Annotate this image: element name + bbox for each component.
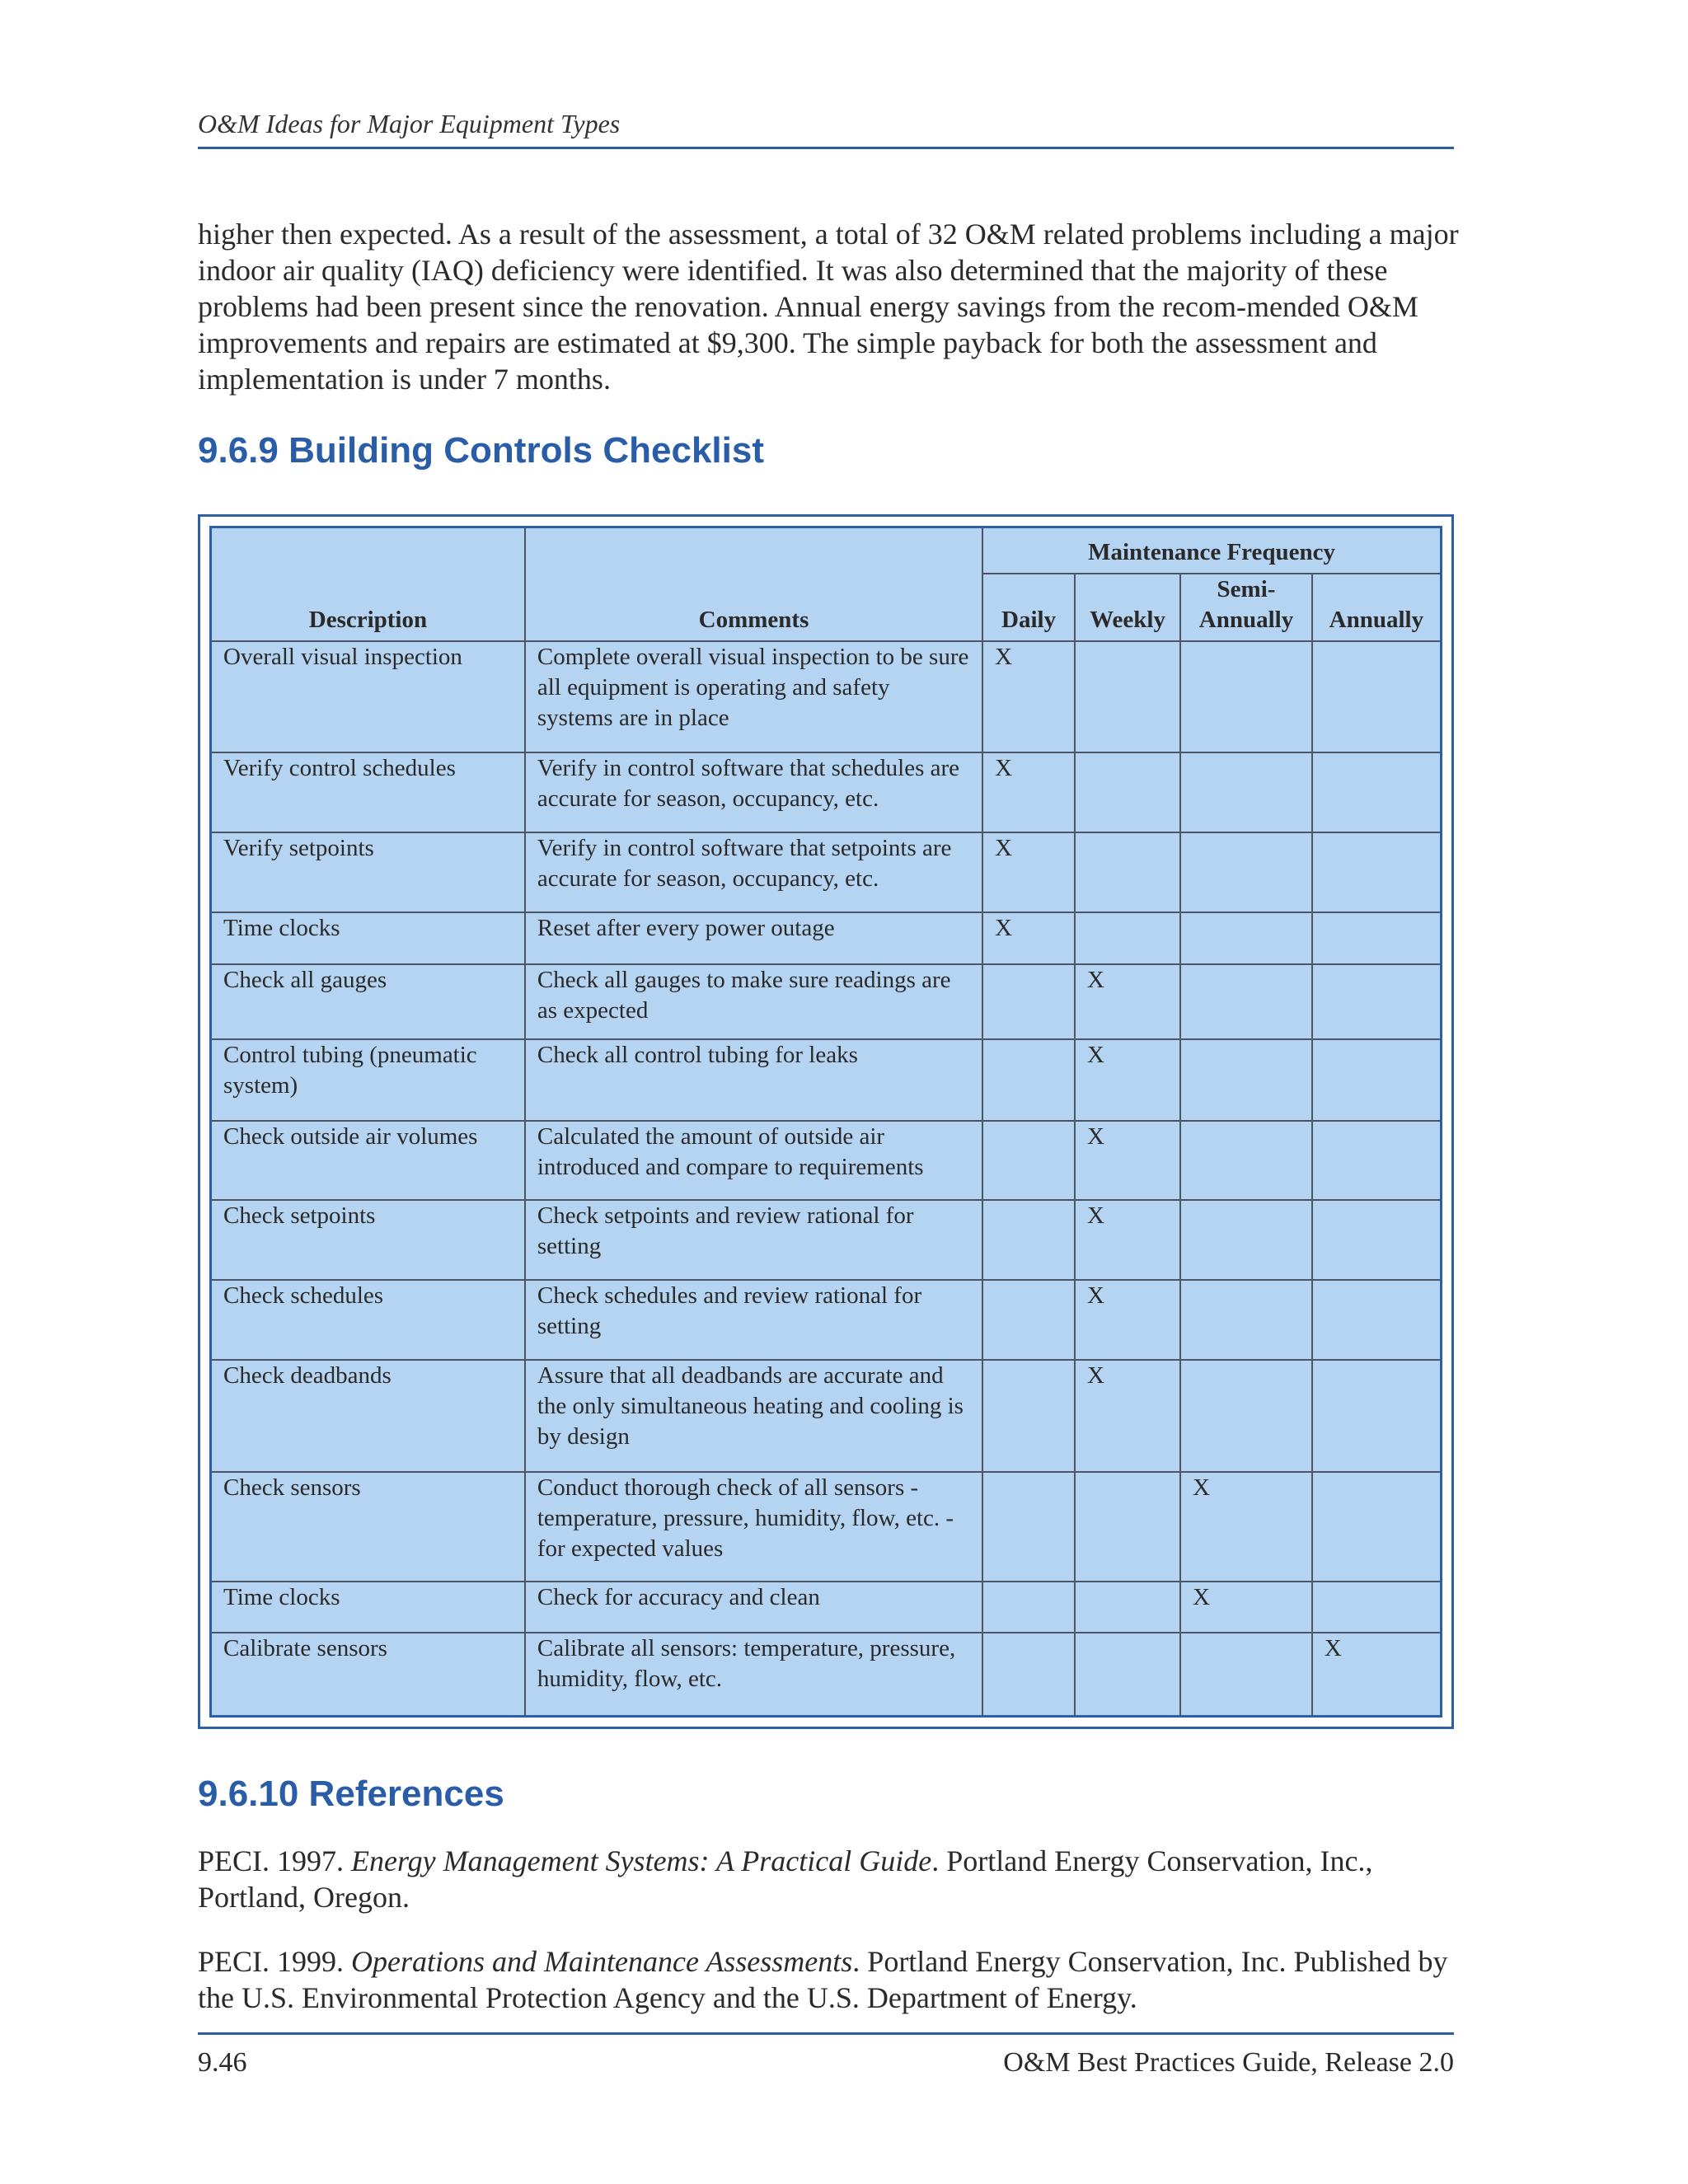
cell-comments: Check for accuracy and clean (525, 1582, 982, 1633)
table-row (211, 1472, 1442, 1582)
cell-comments: Verify in control software that setpoints are accurate for season, occupancy, etc. (525, 832, 982, 912)
cell-semi-mark (1180, 641, 1312, 752)
cell-daily-mark (982, 1200, 1075, 1280)
reference-suffix: . Portland Energy Conservation, Inc., Portland, Oregon. (198, 1844, 1373, 1914)
cell-weekly-mark: X (1075, 1039, 1180, 1121)
header-weekly: Weekly (1075, 574, 1180, 641)
header-rule (198, 147, 1454, 149)
cell-description: Check sensors (211, 1472, 525, 1582)
cell-semi-mark (1180, 1360, 1312, 1471)
table-row (211, 1280, 1442, 1360)
cell-description: Overall visual inspection (211, 641, 525, 752)
cell-daily-mark: X (982, 912, 1075, 964)
cell-description: Time clocks (211, 912, 525, 964)
cell-description: Verify control schedules (211, 752, 525, 832)
intro-text: higher then expected. As a result of the assessment, a total of 32 O&M related problems including a major indoor air quality (IAQ) deficiency were identified. It was also determined that the majority of these problems had been present since the renovation. Annual energy savings from the recom-mended O&M improvements and repairs are estimated at $9,300. The simple payback for both the assessment and implementation is under 7 months. (198, 218, 1459, 396)
reference-item (198, 1843, 1459, 1915)
checklist-body (211, 641, 1442, 1717)
cell-daily-mark: X (982, 752, 1075, 832)
cell-comments: Check schedules and review rational for setting (525, 1280, 982, 1360)
cell-daily-mark (982, 1360, 1075, 1471)
cell-description: Control tubing (pneumatic system) (211, 1039, 525, 1121)
cell-description: Check outside air volumes (211, 1121, 525, 1201)
reference-prefix: PECI. 1999. (198, 1945, 352, 1978)
reference-title: Operations and Maintenance Assessments (351, 1945, 853, 1978)
cell-annually-mark (1312, 1280, 1442, 1360)
cell-weekly-mark (1075, 1472, 1180, 1582)
cell-weekly-mark (1075, 912, 1180, 964)
table-row (211, 832, 1442, 912)
cell-weekly-mark: X (1075, 1121, 1180, 1201)
cell-semi-mark (1180, 1280, 1312, 1360)
cell-daily-mark: X (982, 641, 1075, 752)
cell-comments: Assure that all deadbands are accurate and the only simultaneous heating and cooling is by design (525, 1360, 982, 1471)
checklist-table (209, 526, 1442, 1718)
section-heading-references: 9.6.10 References (198, 1774, 504, 1814)
cell-comments: Verify in control software that schedules are accurate for season, occupancy, etc. (525, 752, 982, 832)
cell-annually-mark (1312, 912, 1442, 964)
cell-semi-mark (1180, 1200, 1312, 1280)
cell-semi-mark (1180, 912, 1312, 964)
table-row (211, 964, 1442, 1039)
cell-description: Check deadbands (211, 1360, 525, 1471)
cell-semi-mark (1180, 964, 1312, 1039)
cell-description: Time clocks (211, 1582, 525, 1633)
table-row (211, 1582, 1442, 1633)
header-annually: Annually (1312, 574, 1442, 641)
cell-daily-mark (982, 964, 1075, 1039)
cell-semi-mark: X (1180, 1472, 1312, 1582)
cell-comments: Check all control tubing for leaks (525, 1039, 982, 1121)
cell-weekly-mark: X (1075, 1360, 1180, 1471)
intro-paragraph (198, 216, 1459, 397)
cell-semi-mark (1180, 1039, 1312, 1121)
cell-weekly-mark (1075, 1633, 1180, 1716)
cell-weekly-mark (1075, 1582, 1180, 1633)
cell-comments: Check setpoints and review rational for setting (525, 1200, 982, 1280)
cell-annually-mark (1312, 641, 1442, 752)
table-row (211, 912, 1442, 964)
table-row (211, 1039, 1442, 1121)
cell-semi-mark (1180, 1121, 1312, 1201)
cell-annually-mark (1312, 752, 1442, 832)
cell-annually-mark (1312, 1582, 1442, 1633)
header-comments: Comments (525, 527, 982, 642)
cell-daily-mark: X (982, 832, 1075, 912)
cell-daily-mark (982, 1633, 1075, 1716)
reference-prefix: PECI. 1997. (198, 1844, 352, 1877)
cell-weekly-mark: X (1075, 1280, 1180, 1360)
references-list (198, 1843, 1459, 2044)
cell-annually-mark (1312, 1472, 1442, 1582)
reference-suffix: . Portland Energy Conservation, Inc. Published by the U.S. Environmental Protection Agency and the U.S. Department of Energy. (198, 1945, 1448, 2014)
cell-semi-mark (1180, 752, 1312, 832)
reference-title: Energy Management Systems: A Practical Guide (351, 1844, 932, 1877)
cell-semi-mark (1180, 832, 1312, 912)
footer-rule (198, 2032, 1454, 2035)
checklist-table-frame (198, 514, 1454, 1729)
cell-semi-mark (1180, 1633, 1312, 1716)
cell-annually-mark (1312, 1039, 1442, 1121)
table-row (211, 1633, 1442, 1716)
cell-annually-mark (1312, 1121, 1442, 1201)
header-maintenance-frequency: Maintenance Frequency (982, 527, 1441, 574)
page-number: 9.46 (198, 2047, 247, 2078)
cell-comments: Check all gauges to make sure readings are as expected (525, 964, 982, 1039)
cell-weekly-mark: X (1075, 1200, 1180, 1280)
section-heading-checklist: 9.6.9 Building Controls Checklist (198, 430, 765, 471)
cell-comments: Calibrate all sensors: temperature, pressure, humidity, flow, etc. (525, 1633, 982, 1716)
cell-weekly-mark (1075, 641, 1180, 752)
table-row (211, 752, 1442, 832)
cell-description: Check schedules (211, 1280, 525, 1360)
cell-daily-mark (982, 1582, 1075, 1633)
table-row (211, 1200, 1442, 1280)
table-row (211, 1121, 1442, 1201)
cell-description: Calibrate sensors (211, 1633, 525, 1716)
cell-description: Check setpoints (211, 1200, 525, 1280)
cell-comments: Calculated the amount of outside air introduced and compare to requirements (525, 1121, 982, 1201)
footer-doc-title: O&M Best Practices Guide, Release 2.0 (1003, 2047, 1454, 2078)
cell-daily-mark (982, 1472, 1075, 1582)
cell-description: Verify setpoints (211, 832, 525, 912)
cell-comments: Reset after every power outage (525, 912, 982, 964)
cell-daily-mark (982, 1121, 1075, 1201)
cell-weekly-mark: X (1075, 964, 1180, 1039)
cell-comments: Complete overall visual inspection to be sure all equipment is operating and safety systems are in place (525, 641, 982, 752)
header-semi-annually: Semi- Annually (1180, 574, 1312, 641)
running-header: O&M Ideas for Major Equipment Types (198, 109, 621, 138)
cell-annually-mark (1312, 1360, 1442, 1471)
cell-weekly-mark (1075, 832, 1180, 912)
cell-weekly-mark (1075, 752, 1180, 832)
reference-item (198, 1943, 1459, 2016)
cell-semi-mark: X (1180, 1582, 1312, 1633)
cell-annually-mark (1312, 1200, 1442, 1280)
cell-comments: Conduct thorough check of all sensors - temperature, pressure, humidity, flow, etc. - for expected values (525, 1472, 982, 1582)
cell-annually-mark (1312, 832, 1442, 912)
table-row (211, 641, 1442, 752)
header-daily: Daily (982, 574, 1075, 641)
cell-daily-mark (982, 1280, 1075, 1360)
header-description: Description (211, 527, 525, 642)
cell-annually-mark: X (1312, 1633, 1442, 1716)
table-row (211, 1360, 1442, 1471)
cell-description: Check all gauges (211, 964, 525, 1039)
cell-annually-mark (1312, 964, 1442, 1039)
cell-daily-mark (982, 1039, 1075, 1121)
